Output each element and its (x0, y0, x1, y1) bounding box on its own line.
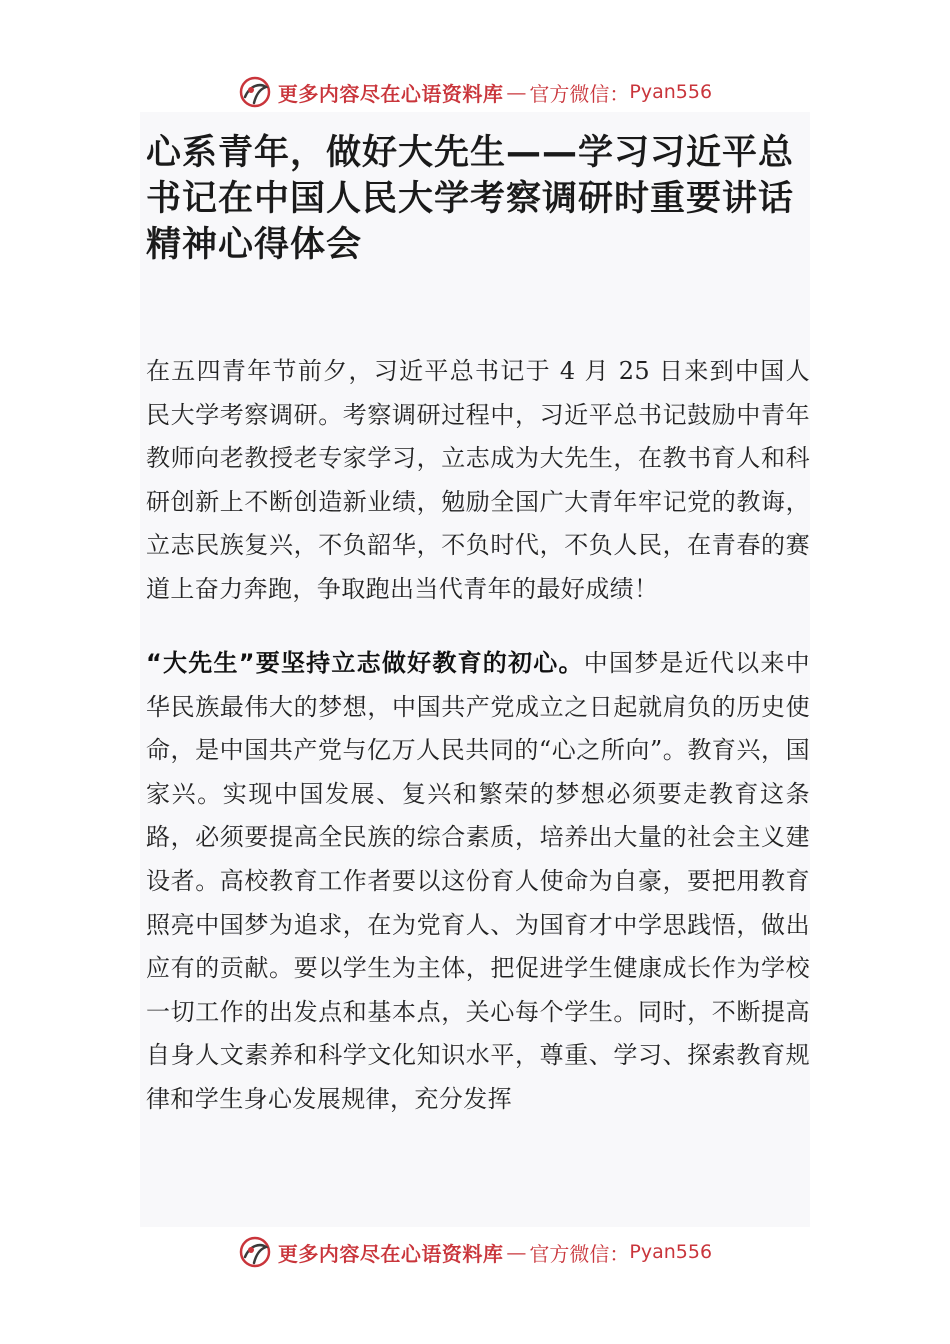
watermark-account: Pyan556 (629, 81, 713, 103)
watermark-dash: — (506, 80, 527, 104)
paragraph-2 (146, 642, 810, 1122)
brand-logo-icon (238, 75, 272, 109)
paragraph-1: 在五四青年节前夕，习近平总书记于 4 月 25 日来到中国人民大学考察调研。考察调研过程中，习近平总书记鼓励中青年教师向老教授老专家学习，立志成为大先生，在教书育人和科研创新上不断创造新业绩，勉励全国广大青年牢记党的教诲，立志民族复兴，不负韶华，不负时代，不负人民，在青春的赛道上奋力奔跑，争取跑出当代青年的最好成绩！ (146, 357, 810, 603)
watermark-official-label: 官方微信： (529, 81, 630, 106)
header-watermark (0, 70, 950, 114)
brand-logo-icon (238, 1235, 272, 1269)
watermark-main-text: 更多内容尽在心语资料库 (277, 81, 504, 106)
footer-watermark (0, 1230, 950, 1274)
paragraph-2-lead: “大先生”要坚持立志做好教育的初心。 (146, 649, 584, 677)
paragraph-2-body: 中国梦是近代以来中华民族最伟大的梦想，中国共产党成立之日起就肩负的历史使命，是中国共产党与亿万人民共同的“心之所向”。教育兴，国家兴。实现中国发展、复兴和繁荣的梦想必须要走教育这条路，必须要提高全民族的综合素质，培养出大量的社会主义建设者。高校教育工作者要以这份育人使命为自豪，要把用教育照亮中国梦为追求，在为党育人、为国育才中学思践悟，做出应有的贡献。要以学生为主体，把促进学生健康成长作为学校一切工作的出发点和基本点，关心每个学生。同时，不断提高自身人文素养和科学文化知识水平，尊重、学习、探索教育规律和学生身心发展规律，充分发挥 (146, 649, 810, 1113)
document-title: 心系青年，做好大先生——学习习近平总书记在中国人民大学考察调研时重要讲话精神心得体会 (146, 133, 795, 265)
watermark-official-label: 官方微信： (529, 1241, 630, 1266)
watermark-dash: — (506, 1240, 527, 1264)
watermark-main-text: 更多内容尽在心语资料库 (277, 1241, 504, 1266)
watermark-account: Pyan556 (629, 1241, 713, 1263)
